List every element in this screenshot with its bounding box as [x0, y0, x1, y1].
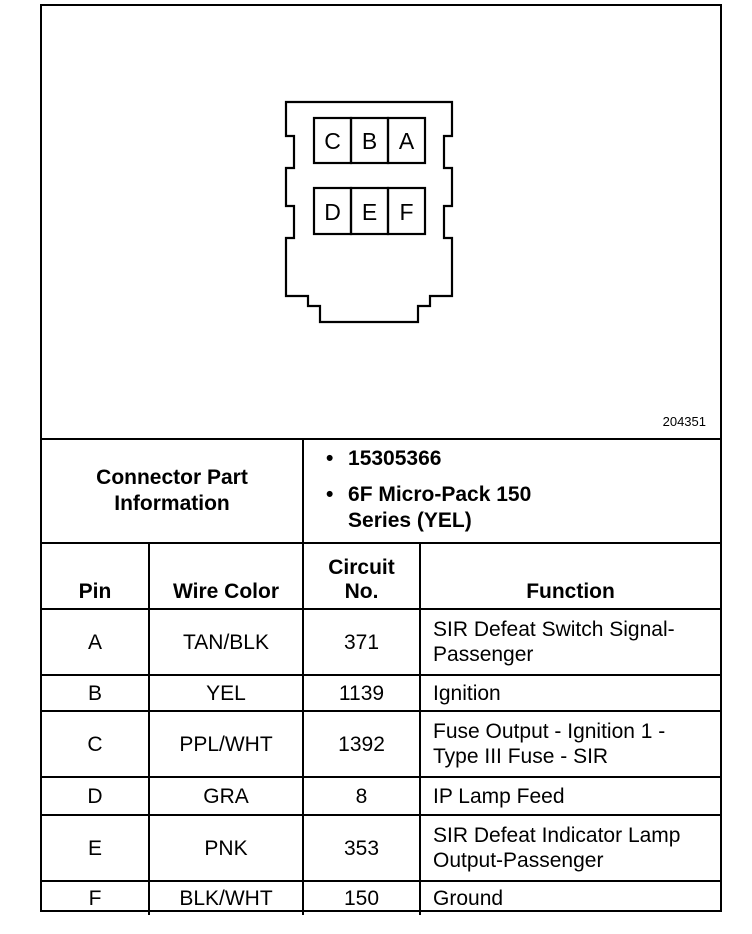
pin-cell: A	[42, 609, 149, 675]
table-row	[42, 777, 720, 815]
function-cell: Ground	[420, 881, 720, 915]
connector-info-row	[42, 439, 720, 543]
function-cell: IP Lamp Feed	[420, 777, 720, 815]
figure-id: 204351	[662, 414, 706, 429]
pinout-table	[42, 438, 720, 915]
pin-label-d: D	[324, 199, 341, 225]
pin-label-a: A	[398, 128, 415, 154]
wire-color-cell: PPL/WHT	[149, 711, 303, 777]
pin-cell: B	[42, 675, 149, 711]
function-cell: Ignition	[420, 675, 720, 711]
wire-color-cell: YEL	[149, 675, 303, 711]
connector-sheet	[40, 4, 722, 912]
table-row	[42, 881, 720, 915]
wire-color-cell: BLK/WHT	[149, 881, 303, 915]
circuit-cell: 8	[303, 777, 420, 815]
connector-info-label: Connector Part Information	[42, 439, 303, 543]
part-number: • 15305366	[348, 446, 710, 472]
function-cell: SIR Defeat Switch Signal-Passenger	[420, 609, 720, 675]
function-cell: Fuse Output - Ignition 1 - Type III Fuse - SIR	[420, 711, 720, 777]
header-wire-color: Wire Color	[149, 543, 303, 609]
wire-color-cell: GRA	[149, 777, 303, 815]
connector-figure	[42, 6, 720, 440]
pin-cell: D	[42, 777, 149, 815]
connector-info-list	[303, 439, 720, 543]
circuit-cell: 353	[303, 815, 420, 881]
header-pin: Pin	[42, 543, 149, 609]
header-function: Function	[420, 543, 720, 609]
pin-cell: E	[42, 815, 149, 881]
pin-label-b: B	[361, 128, 378, 154]
pin-label-f: F	[399, 199, 414, 225]
table-row	[42, 815, 720, 881]
circuit-cell: 371	[303, 609, 420, 675]
pin-cell: F	[42, 881, 149, 915]
table-header-row	[42, 543, 720, 609]
header-circuit: Circuit No.	[303, 543, 420, 609]
connector-face-drawing	[42, 6, 720, 438]
table-row	[42, 711, 720, 777]
circuit-cell: 1392	[303, 711, 420, 777]
table-row	[42, 675, 720, 711]
function-cell: SIR Defeat Indicator Lamp Output-Passenger	[420, 815, 720, 881]
wire-color-cell: PNK	[149, 815, 303, 881]
pin-cell: C	[42, 711, 149, 777]
circuit-cell: 150	[303, 881, 420, 915]
wire-color-cell: TAN/BLK	[149, 609, 303, 675]
circuit-cell: 1139	[303, 675, 420, 711]
pin-label-e: E	[361, 199, 378, 225]
pin-label-c: C	[324, 128, 341, 154]
table-row	[42, 609, 720, 675]
part-description: • 6F Micro-Pack 150 Series (YEL)	[348, 482, 578, 534]
